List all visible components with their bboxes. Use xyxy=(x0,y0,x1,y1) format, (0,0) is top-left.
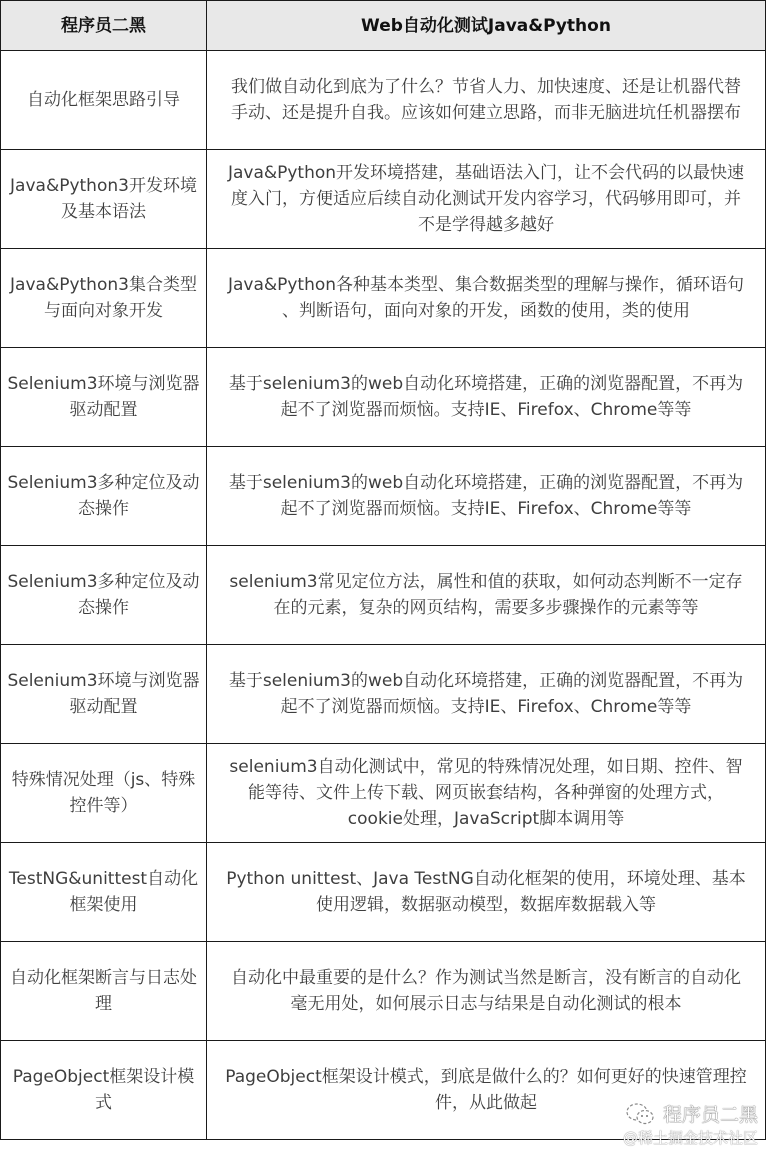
description-line: Java&Python各种基本类型、集合数据类型的理解与操作，循环语句 xyxy=(227,275,745,295)
topic-line: 与面向对象开发 xyxy=(44,301,163,321)
table-row xyxy=(1,942,766,1041)
description-line: cookie处理，JavaScript脚本调用等 xyxy=(347,809,625,829)
header-col1: 程序员二黑 xyxy=(1,1,207,51)
description-line: Java&Python开发环境搭建，基础语法入门，让不会代码的以最快速 xyxy=(227,163,745,183)
topic-line: PageObject框架设计模 xyxy=(12,1067,195,1087)
description-cell xyxy=(207,51,766,150)
topic-line: Selenium3多种定位及动 xyxy=(7,473,200,493)
topic-line: 驱动配置 xyxy=(69,400,138,420)
description-line: Python unittest、Java TestNG自动化框架的使用，环境处理、基本 xyxy=(226,869,746,889)
wechat-icon xyxy=(625,1102,655,1126)
topic-line: 特殊情况处理（js、特殊 xyxy=(11,770,196,790)
topic-line: 驱动配置 xyxy=(69,697,138,717)
description-cell xyxy=(207,942,766,1041)
table-row xyxy=(1,249,766,348)
description-line: 自动化中最重要的是什么？作为测试当然是断言，没有断言的自动化 xyxy=(231,968,741,988)
table-row xyxy=(1,51,766,150)
description-cell xyxy=(207,348,766,447)
table-row xyxy=(1,744,766,843)
description-line: 不是学得越多越好 xyxy=(418,215,554,235)
topic-cell xyxy=(1,942,207,1041)
topic-line: 态操作 xyxy=(78,598,129,618)
description-line: 我们做自动化到底为了什么？节省人力、加快速度、还是让机器代替 xyxy=(231,77,741,97)
description-line: selenium3常见定位方法，属性和值的获取，如何动态判断不一定存 xyxy=(229,572,743,592)
description-line: 在的元素，复杂的网页结构，需要多步骤操作的元素等等 xyxy=(273,598,699,618)
description-line: 件，从此做起 xyxy=(435,1093,537,1113)
table-row xyxy=(1,150,766,249)
description-line: 、判断语句，面向对象的开发，函数的使用，类的使用 xyxy=(282,301,690,321)
topic-line: Selenium3多种定位及动 xyxy=(7,572,200,592)
description-cell xyxy=(207,744,766,843)
description-line: 起不了浏览器而烦恼。支持IE、Firefox、Chrome等等 xyxy=(280,697,692,717)
topic-line: 态操作 xyxy=(78,499,129,519)
topic-line: Java&Python3集合类型 xyxy=(10,275,197,295)
description-line: 基于selenium3的web自动化环境搭建，正确的浏览器配置，不再为 xyxy=(228,374,744,394)
topic-line: 自动化框架断言与日志处 xyxy=(10,968,197,988)
description-line: 毫无用处，如何展示日志与结果是自动化测试的根本 xyxy=(290,994,682,1014)
description-line: 起不了浏览器而烦恼。支持IE、Firefox、Chrome等等 xyxy=(280,400,692,420)
topic-cell xyxy=(1,744,207,843)
topic-line: 及基本语法 xyxy=(61,202,146,222)
table-row xyxy=(1,348,766,447)
description-cell xyxy=(207,150,766,249)
description-line: PageObject框架设计模式，到底是做什么的？如何更好的快速管理控 xyxy=(225,1067,747,1087)
topic-cell xyxy=(1,546,207,645)
watermark xyxy=(623,1100,758,1148)
topic-line: 式 xyxy=(95,1093,112,1113)
table-row xyxy=(1,447,766,546)
description-line: 使用逻辑，数据驱动模型，数据库数据载入等 xyxy=(316,895,656,915)
table-row xyxy=(1,843,766,942)
topic-line: 理 xyxy=(95,994,112,1014)
watermark-site: @稀土掘金技术社区 xyxy=(622,1129,758,1147)
description-line: 基于selenium3的web自动化环境搭建，正确的浏览器配置，不再为 xyxy=(228,473,744,493)
watermark-name: 程序员二黑 xyxy=(662,1104,758,1126)
topic-line: 框架使用 xyxy=(69,895,138,915)
topic-cell xyxy=(1,150,207,249)
topic-line: TestNG&unittest自动化 xyxy=(8,869,199,889)
description-line: 能等待、文件上传下载、网页嵌套结构，各种弹窗的处理方式， xyxy=(248,783,724,803)
topic-line: 自动化框架思路引导 xyxy=(27,90,180,110)
topic-cell xyxy=(1,348,207,447)
description-line: selenium3自动化测试中，常见的特殊情况处理，如日期、控件、智 xyxy=(229,757,743,777)
description-cell xyxy=(207,249,766,348)
description-line: 手动、还是提升自我。应该如何建立思路，而非无脑进坑任机器摆布 xyxy=(231,103,741,123)
topic-line: 控件等） xyxy=(69,796,138,816)
description-cell xyxy=(207,546,766,645)
description-cell xyxy=(207,645,766,744)
description-line: 基于selenium3的web自动化环境搭建，正确的浏览器配置，不再为 xyxy=(228,671,744,691)
topic-line: Selenium3环境与浏览器 xyxy=(7,374,200,394)
topic-line: Selenium3环境与浏览器 xyxy=(7,671,200,691)
description-line: 起不了浏览器而烦恼。支持IE、Firefox、Chrome等等 xyxy=(280,499,692,519)
topic-line: Java&Python3开发环境 xyxy=(10,176,197,196)
table-header-row xyxy=(1,1,766,51)
description-cell xyxy=(207,843,766,942)
topic-cell xyxy=(1,249,207,348)
description-line: 度入门，方便适应后续自动化测试开发内容学习，代码够用即可，并 xyxy=(231,189,741,209)
header-col2: Web自动化测试Java&Python xyxy=(207,1,766,51)
topic-cell xyxy=(1,447,207,546)
topic-cell xyxy=(1,51,207,150)
table-row xyxy=(1,645,766,744)
topic-cell xyxy=(1,1041,207,1140)
topic-cell xyxy=(1,843,207,942)
table-row xyxy=(1,546,766,645)
description-cell xyxy=(207,447,766,546)
topic-cell xyxy=(1,645,207,744)
